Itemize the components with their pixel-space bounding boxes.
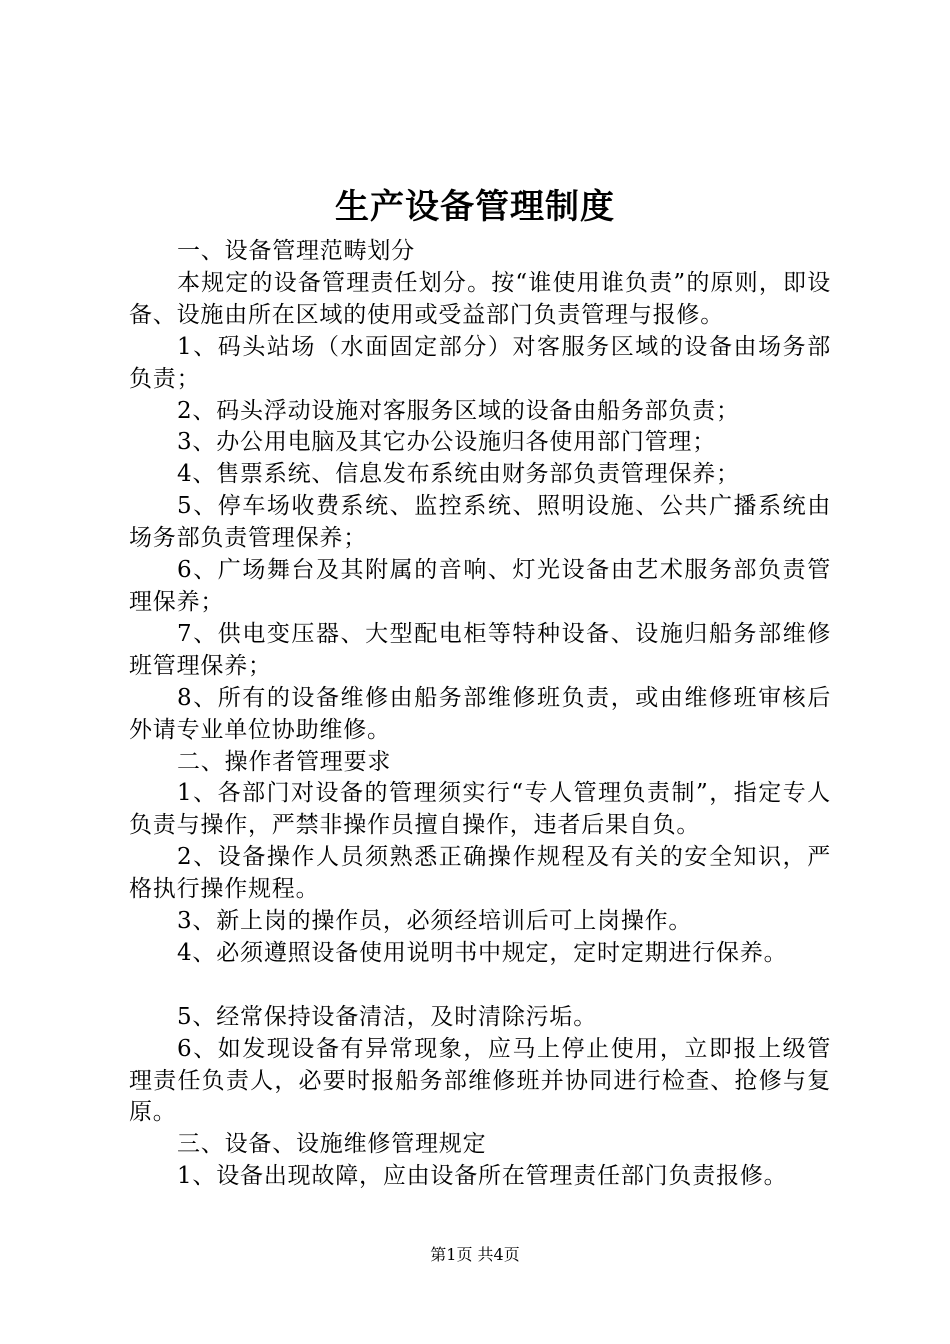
list-item: 4、售票系统、信息发布系统由财务部负责管理保养； xyxy=(177,461,740,488)
list-item: 2、码头浮动设施对客服务区域的设备由船务部负责； xyxy=(177,397,740,424)
section-heading-1: 一、设备管理范畴划分 xyxy=(177,238,415,264)
list-item: 1、设备出现故障，应由设备所在管理责任部门负责报修。 xyxy=(177,1163,788,1190)
list-item: 2、设备操作人员须熟悉正确操作规程及有关的安全知识，严格执行操作规程。 xyxy=(129,844,831,903)
list-item: 7、供电变压器、大型配电柜等特种设备、设施归船务部维修班管理保养； xyxy=(129,620,831,679)
list-item: 3、办公用电脑及其它办公设施归各使用部门管理； xyxy=(177,429,717,456)
blank-line xyxy=(129,970,831,1002)
list-item: 5、经常保持设备清洁，及时清除污垢。 xyxy=(177,1003,598,1030)
list-item: 1、各部门对设备的管理须实行“专人管理负责制”，指定专人负责与操作，严禁非操作员擅自操作，违者后果自负。 xyxy=(129,780,831,839)
list-item: 6、如发现设备有异常现象，应马上停止使用，立即报上级管理责任负责人，必要时报船务部维修班并协同进行检查、抢修与复原。 xyxy=(129,1035,831,1126)
list-item: 8、所有的设备维修由船务部维修班负责，或由维修班审核后外请专业单位协助维修。 xyxy=(129,684,831,743)
section-heading-3: 三、设备、设施维修管理规定 xyxy=(177,1131,487,1158)
list-item: 1、码头站场（水面固定部分）对客服务区域的设备由场务部负责； xyxy=(129,333,831,392)
section-heading-2: 二、操作者管理要求 xyxy=(177,748,392,775)
list-item: 6、广场舞台及其附属的音响、灯光设备由艺术服务部负责管理保养； xyxy=(129,557,831,615)
list-item: 5、停车场收费系统、监控系统、照明设施、公共广播系统由场务部负责管理保养； xyxy=(129,493,831,552)
list-item: 4、必须遵照设备使用说明书中规定，定时定期进行保养。 xyxy=(177,939,788,966)
paragraph: 本规定的设备管理责任划分。按“谁使用谁负责”的原则，即设备、设施由所在区域的使用或受益部门负责管理与报修。 xyxy=(129,269,831,328)
document-title: 生产设备管理制度 xyxy=(335,187,615,227)
list-item: 3、新上岗的操作员，必须经培训后可上岗操作。 xyxy=(177,908,693,935)
document-body xyxy=(129,236,831,1193)
page-number-footer: 第1页 共4页 xyxy=(430,1245,520,1264)
